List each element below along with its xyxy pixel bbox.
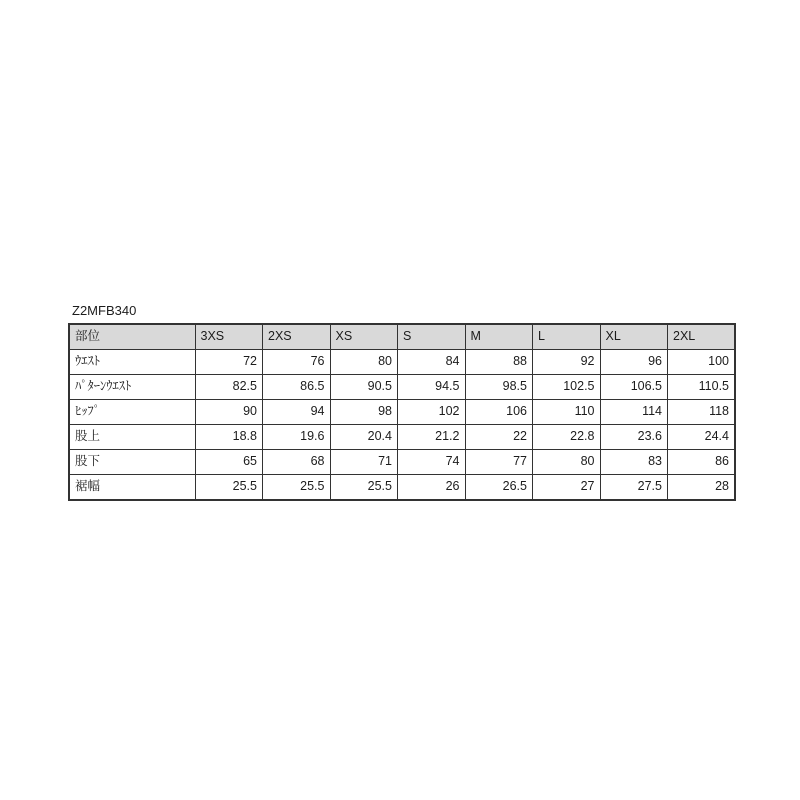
column-header-xl: XL — [600, 324, 668, 350]
value-cell: 94 — [263, 400, 331, 425]
header-row — [69, 324, 735, 350]
value-cell: 19.6 — [263, 425, 331, 450]
value-cell: 86 — [668, 450, 736, 475]
value-cell: 27.5 — [600, 475, 668, 501]
value-cell: 80 — [330, 350, 398, 375]
column-header-l: L — [533, 324, 601, 350]
table-row-hip — [69, 400, 735, 425]
column-header-part: 部位 — [69, 324, 195, 350]
value-cell: 25.5 — [263, 475, 331, 501]
value-cell: 77 — [465, 450, 533, 475]
value-cell: 21.2 — [398, 425, 466, 450]
value-cell: 88 — [465, 350, 533, 375]
table-row-waist — [69, 350, 735, 375]
value-cell: 118 — [668, 400, 736, 425]
row-label: 裾幅 — [69, 475, 195, 501]
value-cell: 27 — [533, 475, 601, 501]
column-header-m: M — [465, 324, 533, 350]
value-cell: 20.4 — [330, 425, 398, 450]
column-header-s: S — [398, 324, 466, 350]
value-cell: 110.5 — [668, 375, 736, 400]
value-cell: 114 — [600, 400, 668, 425]
column-header-2xs: 2XS — [263, 324, 331, 350]
value-cell: 90.5 — [330, 375, 398, 400]
value-cell: 96 — [600, 350, 668, 375]
value-cell: 92 — [533, 350, 601, 375]
value-cell: 25.5 — [195, 475, 263, 501]
row-label: ｳｴｽﾄ — [69, 350, 195, 375]
value-cell: 28 — [668, 475, 736, 501]
value-cell: 82.5 — [195, 375, 263, 400]
table-row-pattern-waist — [69, 375, 735, 400]
value-cell: 72 — [195, 350, 263, 375]
value-cell: 106.5 — [600, 375, 668, 400]
value-cell: 76 — [263, 350, 331, 375]
value-cell: 110 — [533, 400, 601, 425]
value-cell: 22.8 — [533, 425, 601, 450]
table-row-hem-width — [69, 475, 735, 501]
table-row-inseam — [69, 450, 735, 475]
value-cell: 68 — [263, 450, 331, 475]
value-cell: 83 — [600, 450, 668, 475]
size-chart-table — [68, 323, 736, 501]
value-cell: 18.8 — [195, 425, 263, 450]
value-cell: 65 — [195, 450, 263, 475]
size-chart-section — [68, 303, 734, 501]
row-label: ﾋｯﾌﾟ — [69, 400, 195, 425]
value-cell: 98.5 — [465, 375, 533, 400]
column-header-3xs: 3XS — [195, 324, 263, 350]
value-cell: 102 — [398, 400, 466, 425]
value-cell: 26 — [398, 475, 466, 501]
column-header-2xl: 2XL — [668, 324, 736, 350]
column-header-xs: XS — [330, 324, 398, 350]
value-cell: 71 — [330, 450, 398, 475]
value-cell: 84 — [398, 350, 466, 375]
value-cell: 22 — [465, 425, 533, 450]
row-label: ﾊﾟﾀｰﾝｳｴｽﾄ — [69, 375, 195, 400]
value-cell: 23.6 — [600, 425, 668, 450]
value-cell: 94.5 — [398, 375, 466, 400]
table-row-rise — [69, 425, 735, 450]
value-cell: 100 — [668, 350, 736, 375]
value-cell: 90 — [195, 400, 263, 425]
value-cell: 26.5 — [465, 475, 533, 501]
value-cell: 98 — [330, 400, 398, 425]
value-cell: 25.5 — [330, 475, 398, 501]
row-label: 股下 — [69, 450, 195, 475]
value-cell: 86.5 — [263, 375, 331, 400]
value-cell: 24.4 — [668, 425, 736, 450]
value-cell: 106 — [465, 400, 533, 425]
product-code: Z2MFB340 — [72, 303, 137, 318]
value-cell: 74 — [398, 450, 466, 475]
row-label: 股上 — [69, 425, 195, 450]
value-cell: 102.5 — [533, 375, 601, 400]
value-cell: 80 — [533, 450, 601, 475]
